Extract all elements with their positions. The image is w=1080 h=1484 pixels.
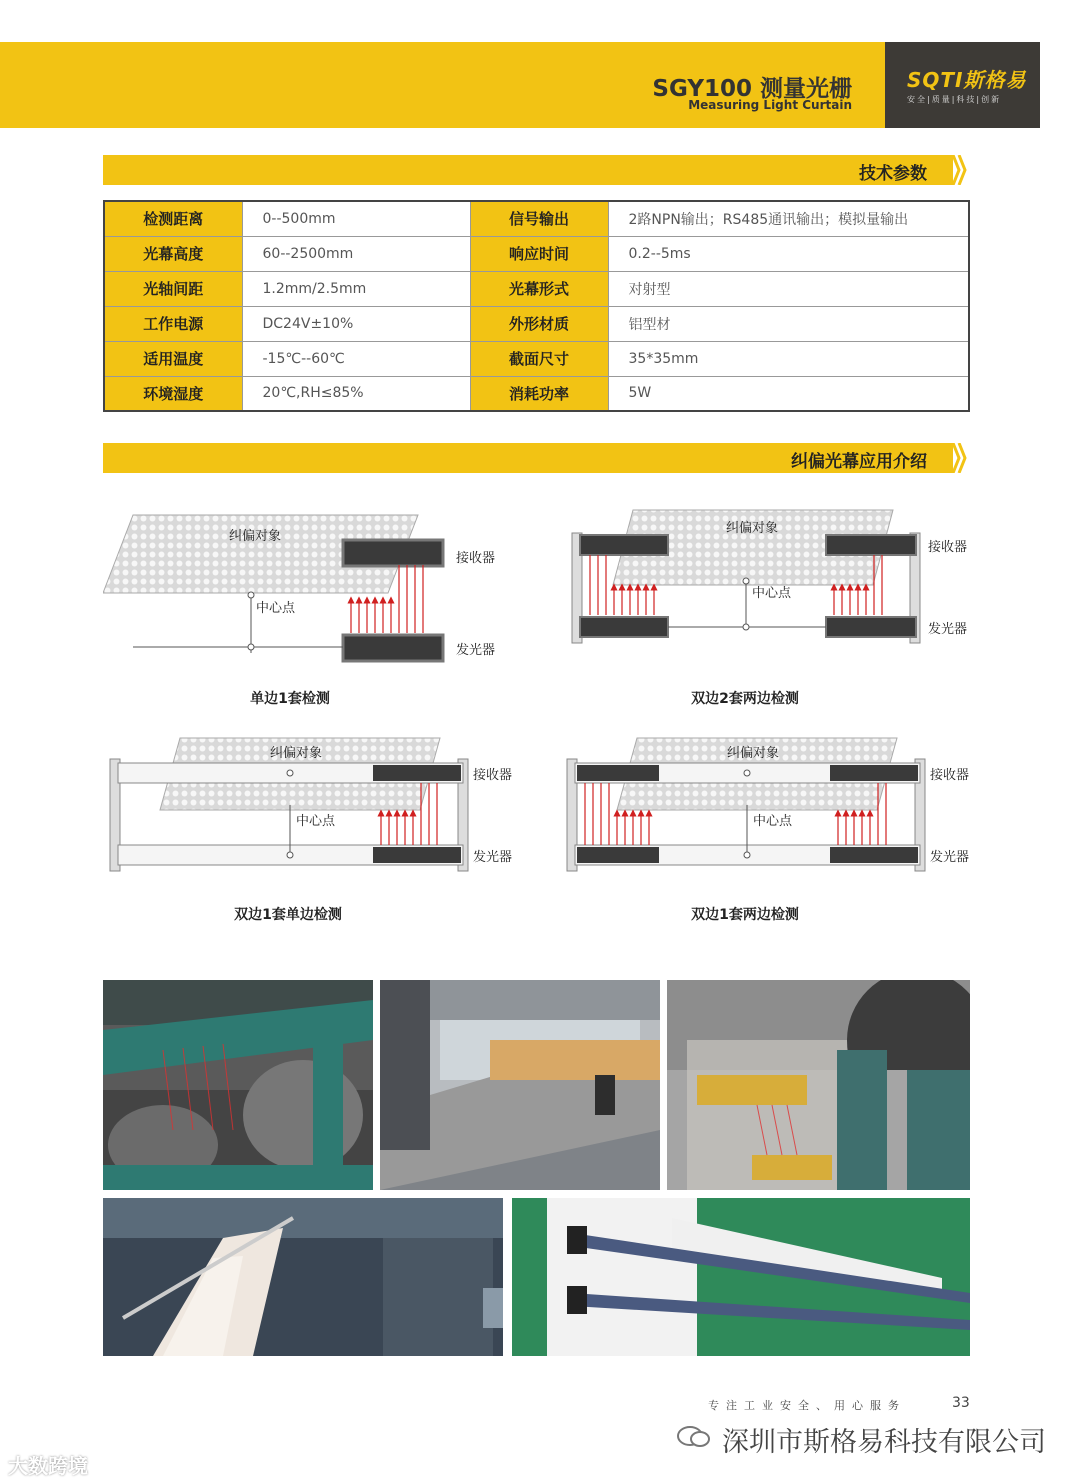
wechat-icon (676, 1425, 712, 1449)
diagram-double-two-sets (568, 505, 978, 645)
label-center: 中心点 (752, 586, 792, 601)
spec-key: 光幕高度 (104, 236, 242, 271)
label-receiver: 接收器 (456, 551, 496, 566)
spec-value: 0--500mm (242, 201, 470, 236)
photo-fabric-roll (103, 1198, 503, 1356)
spec-row (104, 306, 969, 341)
stripes-icon (951, 443, 969, 473)
spec-row (104, 201, 969, 236)
label-emitter: 发光器 (473, 850, 513, 865)
spec-key: 外形材质 (470, 306, 608, 341)
spec-key: 工作电源 (104, 306, 242, 341)
spec-value: 0.2--5ms (608, 236, 969, 271)
company-name: 深圳市斯格易科技有限公司 (722, 1427, 1046, 1458)
page-title: SGY100 测量光栅 (652, 76, 852, 102)
caption-3: 双边1套单边检测 (234, 907, 342, 923)
spec-key: 光轴间距 (104, 271, 242, 306)
page-number: 33 (952, 1395, 970, 1411)
label-receiver: 接收器 (930, 768, 970, 783)
spec-row (104, 236, 969, 271)
spec-value: 5W (608, 376, 969, 411)
caption-4: 双边1套两边检测 (691, 907, 799, 923)
label-receiver: 接收器 (928, 540, 968, 555)
photo-product-package (512, 1198, 970, 1356)
label-center: 中心点 (753, 814, 793, 829)
label-object: 纠偏对象 (229, 529, 282, 544)
spec-value: DC24V±10% (242, 306, 470, 341)
section-title-app: 纠偏光幕应用介绍 (791, 452, 927, 472)
spec-value: 对射型 (608, 271, 969, 306)
spec-value: 35*35mm (608, 341, 969, 376)
spec-value: 60--2500mm (242, 236, 470, 271)
caption-1: 单边1套检测 (250, 691, 330, 707)
section-bar-tech (103, 155, 953, 185)
caption-2: 双边2套两边检测 (691, 691, 799, 707)
diagram-single-side (103, 505, 523, 675)
spec-key: 响应时间 (470, 236, 608, 271)
spec-key: 光幕形式 (470, 271, 608, 306)
photo-factory-line (380, 980, 660, 1190)
spec-key: 消耗功率 (470, 376, 608, 411)
spec-key: 检测距离 (104, 201, 242, 236)
spec-value: 20℃,RH≤85% (242, 376, 470, 411)
stripes-icon (951, 155, 969, 185)
spec-value: -15℃--60℃ (242, 341, 470, 376)
spec-key: 信号输出 (470, 201, 608, 236)
watermark: 大数跨境 (8, 1454, 88, 1478)
photo-textile-machine (103, 980, 373, 1190)
spec-key: 截面尺寸 (470, 341, 608, 376)
logo-tagline: 安全|质量|科技|创新 (907, 95, 1002, 104)
label-object: 纠偏对象 (726, 521, 779, 536)
spec-row (104, 271, 969, 306)
spec-value: 1.2mm/2.5mm (242, 271, 470, 306)
spec-value: 2路NPN输出；RS485通讯输出；模拟量输出 (608, 201, 969, 236)
spec-key: 环境湿度 (104, 376, 242, 411)
brand-logo (885, 42, 1040, 128)
label-emitter: 发光器 (928, 622, 968, 637)
logo-text: SQTI斯格易 (907, 68, 1027, 92)
label-object: 纠偏对象 (270, 746, 323, 761)
page-subtitle: Measuring Light Curtain (688, 98, 852, 112)
section-bar-app (103, 443, 953, 473)
label-center: 中心点 (296, 814, 336, 829)
spec-value: 铝型材 (608, 306, 969, 341)
photo-sensor-closeup (667, 980, 970, 1190)
spec-key: 适用温度 (104, 341, 242, 376)
section-title-tech: 技术参数 (859, 164, 927, 184)
diagram-double-one-set-single (108, 735, 528, 875)
label-receiver: 接收器 (473, 768, 513, 783)
label-center: 中心点 (256, 601, 296, 616)
spec-table (103, 200, 970, 412)
label-emitter: 发光器 (456, 643, 496, 658)
diagram-double-one-set-two (565, 735, 980, 875)
spec-row (104, 376, 969, 411)
footer-slogan: 专注工业安全、用心服务 (708, 1399, 906, 1412)
label-emitter: 发光器 (930, 850, 970, 865)
label-object: 纠偏对象 (727, 746, 780, 761)
spec-row (104, 341, 969, 376)
